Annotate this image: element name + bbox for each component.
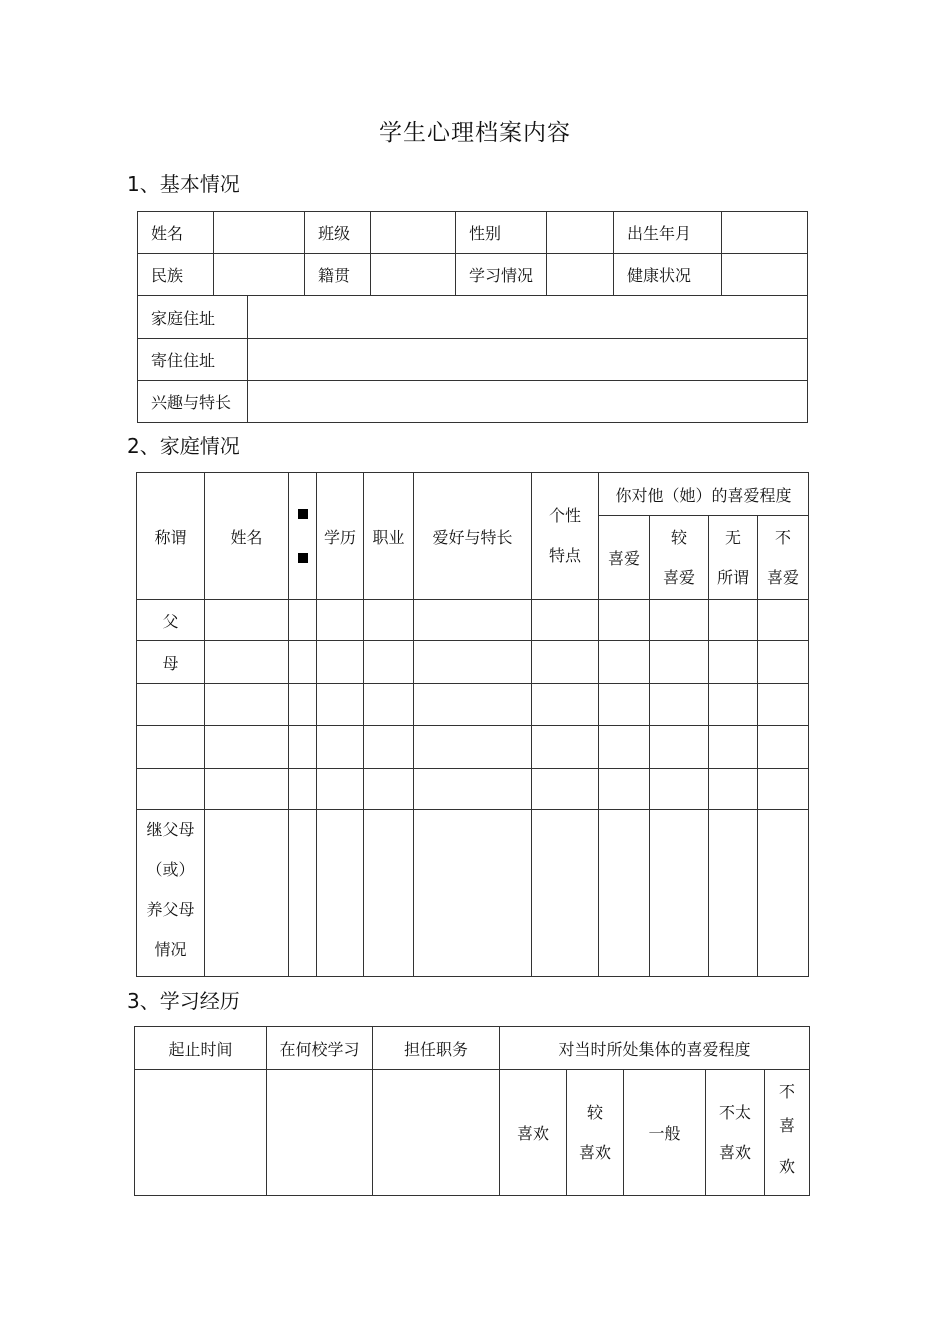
label-birth: 出生年月 bbox=[614, 212, 722, 254]
header-like: 喜爱 bbox=[599, 516, 650, 600]
header-dislike bbox=[758, 516, 809, 600]
header-personality bbox=[532, 473, 599, 600]
basic-info-table bbox=[137, 211, 808, 423]
header-position: 担任职务 bbox=[373, 1027, 500, 1070]
level-fairly-line-1: 较 bbox=[586, 1102, 603, 1122]
level-not-very-line-2: 喜欢 bbox=[718, 1142, 751, 1162]
field-name[interactable] bbox=[214, 212, 305, 254]
header-personality-line-2: 特点 bbox=[548, 546, 581, 565]
table-row bbox=[137, 726, 809, 769]
field-period[interactable] bbox=[135, 1070, 267, 1196]
level-fairly-line-2: 喜欢 bbox=[578, 1142, 611, 1162]
field-gender[interactable] bbox=[547, 212, 614, 254]
table-row bbox=[137, 810, 809, 977]
label-class: 班级 bbox=[305, 212, 371, 254]
step-line-3: 养父母 bbox=[146, 900, 195, 919]
level-like: 喜欢 bbox=[500, 1070, 567, 1196]
label-name: 姓名 bbox=[138, 212, 214, 254]
header-hobby: 爱好与特长 bbox=[414, 473, 532, 600]
label-ethnicity: 民族 bbox=[138, 254, 214, 296]
level-dislike bbox=[765, 1070, 810, 1196]
label-study: 学习情况 bbox=[456, 254, 547, 296]
section-3-heading: 3、学习经历 bbox=[127, 989, 240, 1013]
square-bullet-icon bbox=[298, 509, 308, 519]
table-row bbox=[137, 600, 809, 641]
header-fairly-like bbox=[650, 516, 709, 600]
field-position[interactable] bbox=[373, 1070, 500, 1196]
relation-mother: 母 bbox=[137, 641, 205, 684]
header-school: 在何校学习 bbox=[267, 1027, 373, 1070]
level-normal: 一般 bbox=[624, 1070, 706, 1196]
table-row bbox=[137, 684, 809, 726]
level-fairly-like bbox=[567, 1070, 624, 1196]
relation-step-parents bbox=[137, 810, 205, 977]
header-job: 职业 bbox=[364, 473, 414, 600]
header-preference: 你对他（她）的喜爱程度 bbox=[599, 473, 809, 516]
section-1-heading: 1、基本情况 bbox=[127, 172, 240, 196]
step-line-2: （或） bbox=[146, 860, 195, 879]
field-study[interactable] bbox=[547, 254, 614, 296]
field-birth[interactable] bbox=[722, 212, 808, 254]
field-health[interactable] bbox=[722, 254, 808, 296]
page-title: 学生心理档案内容 bbox=[379, 120, 571, 146]
label-interests: 兴趣与特长 bbox=[138, 381, 248, 423]
field-class[interactable] bbox=[371, 212, 456, 254]
header-group-preference: 对当时所处集体的喜爱程度 bbox=[500, 1027, 810, 1070]
header-indifferent bbox=[709, 516, 758, 600]
field-home-address[interactable] bbox=[248, 296, 808, 339]
header-name: 姓名 bbox=[205, 473, 289, 600]
header-personality-line-1: 个性 bbox=[548, 506, 581, 525]
level-not-very-line-1: 不太 bbox=[718, 1102, 751, 1122]
field-school[interactable] bbox=[267, 1070, 373, 1196]
header-dislike-line-2: 喜爱 bbox=[767, 567, 800, 587]
study-history-table bbox=[134, 1026, 810, 1196]
section-2-heading: 2、家庭情况 bbox=[127, 434, 240, 458]
label-hometown: 籍贯 bbox=[305, 254, 371, 296]
level-dislike-line-2: 喜 bbox=[779, 1115, 796, 1135]
table-row bbox=[137, 641, 809, 684]
field-ethnicity[interactable] bbox=[214, 254, 305, 296]
label-health: 健康状况 bbox=[614, 254, 722, 296]
header-fairly-line-2: 喜爱 bbox=[662, 567, 695, 587]
step-line-1: 继父母 bbox=[146, 820, 195, 839]
family-table bbox=[136, 472, 809, 977]
header-relation: 称谓 bbox=[137, 473, 205, 600]
header-education: 学历 bbox=[317, 473, 364, 600]
header-fairly-line-1: 较 bbox=[670, 527, 687, 547]
relation-father: 父 bbox=[137, 600, 205, 641]
header-dislike-line-1: 不 bbox=[775, 527, 792, 547]
label-gender: 性别 bbox=[456, 212, 547, 254]
field-hometown[interactable] bbox=[371, 254, 456, 296]
header-indifferent-line-2: 所谓 bbox=[716, 567, 749, 587]
header-marker bbox=[289, 473, 317, 600]
field-lodging-address[interactable] bbox=[248, 339, 808, 381]
label-home-address: 家庭住址 bbox=[138, 296, 248, 339]
step-line-4: 情况 bbox=[154, 940, 187, 959]
field-interests[interactable] bbox=[248, 381, 808, 423]
table-row bbox=[137, 769, 809, 810]
level-dislike-line-1: 不 bbox=[779, 1081, 796, 1101]
header-period: 起止时间 bbox=[135, 1027, 267, 1070]
label-lodging-address: 寄住住址 bbox=[138, 339, 248, 381]
square-bullet-icon bbox=[298, 553, 308, 563]
level-dislike-line-3: 欢 bbox=[779, 1156, 796, 1176]
level-not-very bbox=[706, 1070, 765, 1196]
header-indifferent-line-1: 无 bbox=[724, 527, 741, 547]
